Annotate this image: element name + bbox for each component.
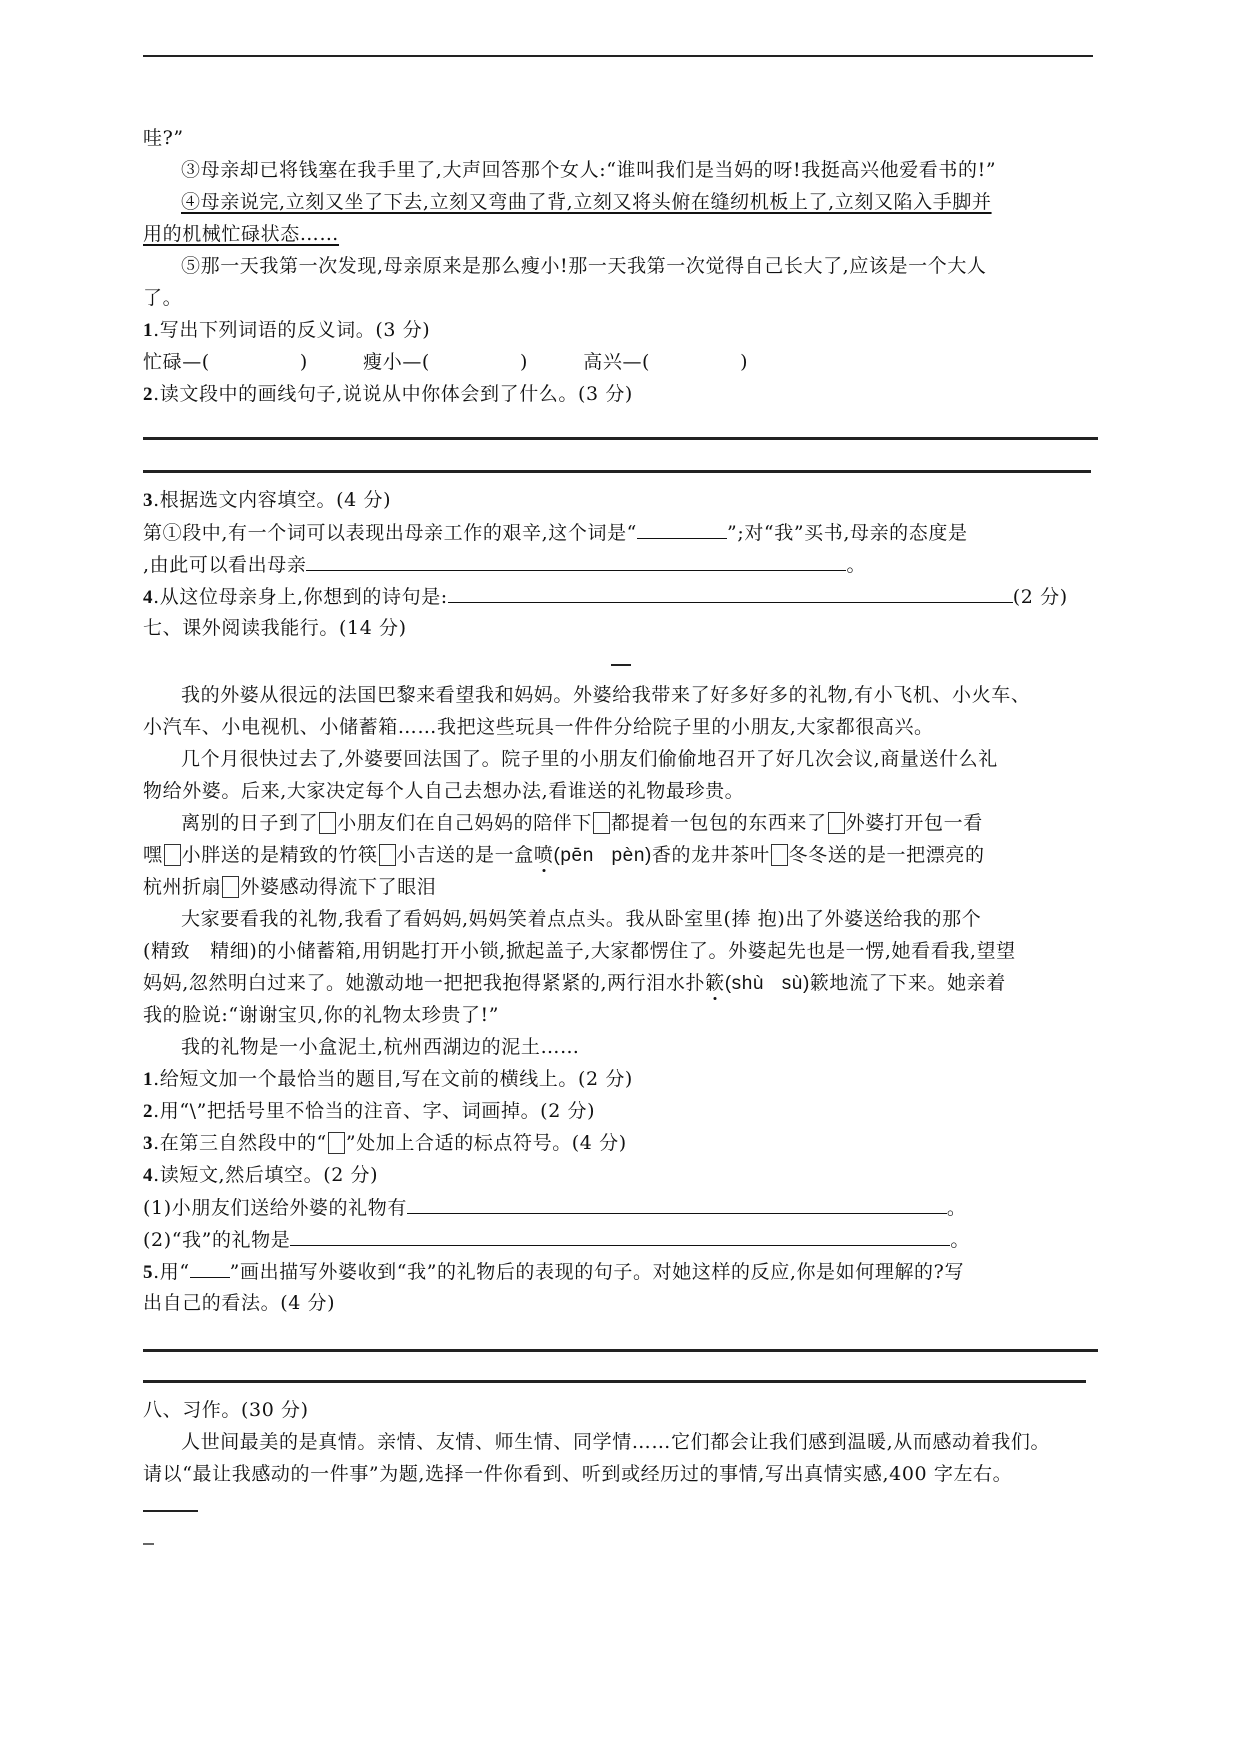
answer-line[interactable]	[143, 1380, 1086, 1383]
antonym-item-2[interactable]: 瘦小—( )	[363, 351, 528, 373]
question-6-3-line1: 第①段中,有一个词可以表现出母亲工作的艰辛,这个词是“ ”;对“我”买书,母亲的态度是	[143, 522, 968, 544]
antonym-item-3[interactable]: 高兴—( )	[583, 351, 749, 373]
paragraph-4-line2	[143, 222, 1095, 246]
paragraph-4-line1	[143, 190, 1095, 214]
answer-line[interactable]	[143, 470, 1091, 473]
story-para3-line2: 嘿 小胖送的是精致的竹筷 小吉送的是一盒喷(pēn pèn)香的龙井茶叶 冬冬送的是一把漂亮的	[143, 844, 985, 866]
fill-blank[interactable]	[448, 584, 1013, 603]
question-number: 1	[143, 320, 154, 341]
question-7-2: 2.用“\”把括号里不恰当的注音、字、词画掉。(2 分)	[143, 1100, 596, 1122]
punctuation-box[interactable]	[379, 844, 396, 866]
story-para3-line3: 杭州折扇 外婆感动得流下了眼泪	[143, 876, 437, 898]
header-rule	[143, 55, 1093, 57]
story-para4-line1: 大家要看我的礼物,我看了看妈妈,妈妈笑着点点头。我从卧室里(捧 抱)出了外婆送给我的那个	[181, 908, 982, 930]
answer-line[interactable]	[143, 1349, 1098, 1352]
fill-blank[interactable]	[306, 552, 846, 571]
section-7-heading: 七、课外阅读我能行。(14 分)	[143, 617, 407, 639]
question-7-1: 1.给短文加一个最恰当的题目,写在文前的横线上。(2 分)	[143, 1068, 633, 1090]
punctuation-box[interactable]	[771, 844, 788, 866]
question-7-4: 4.读短文,然后填空。(2 分)	[143, 1164, 379, 1186]
question-text: .写出下列词语的反义词。(3 分)	[153, 319, 431, 341]
story-para4-line2: (精致 精细)的小储蓄箱,用钥匙打开小锁,掀起盖子,大家都愣住了。外婆起先也是一愣,她看看我,望望	[143, 940, 1016, 962]
story-para1-line2: 小汽车、小电视机、小储蓄箱……我把这些玩具一件件分给院子里的小朋友,大家都很高兴。	[143, 716, 934, 738]
underline-sample	[190, 1259, 230, 1278]
underlined-sentence-end: 用的机械忙碌状态……	[143, 223, 340, 245]
story-para2-line2: 物给外婆。后来,大家决定每个人自己去想办法,看谁送的礼物最珍贵。	[143, 780, 745, 802]
antonym-item-1[interactable]: 忙碌—( )	[143, 351, 308, 373]
dotted-char: 簌	[705, 972, 725, 994]
essay-prompt-line1: 人世间最美的是真情。亲情、友情、师生情、同学情……它们都会让我们感到温暖,从而感动着我们。	[181, 1431, 1051, 1453]
story-para3-line1: 离别的日子到了 小朋友们在自己妈妈的陪伴下 都提着一包包的东西来了 外婆打开包一看	[181, 812, 983, 834]
pinyin-choice[interactable]: (shù sù)	[724, 973, 810, 994]
essay-title-line[interactable]	[143, 1510, 198, 1512]
section-8-heading: 八、习作。(30 分)	[143, 1399, 309, 1421]
dotted-char: 喷	[533, 844, 554, 866]
question-7-4-1: (1)小朋友们送给外婆的礼物有 。	[143, 1197, 967, 1219]
title-blank[interactable]	[611, 664, 631, 666]
fill-blank[interactable]	[637, 520, 727, 539]
question-7-5: 5.用“ ”画出描写外婆收到“我”的礼物后的表现的句子。对她这样的反应,你是如何理解的?写	[143, 1261, 965, 1283]
fill-blank[interactable]	[407, 1195, 947, 1214]
question-6-2: 2.读文段中的画线句子,说说从中你体会到了什么。(3 分)	[143, 383, 633, 405]
paragraph-5-line1: ⑤那一天我第一次发现,母亲原来是那么瘦小!那一天我第一次觉得自己长大了,应该是一个大人	[181, 255, 987, 277]
story-para4-line3: 妈妈,忽然明白过来了。她激动地一把把我抱得紧紧的,两行泪水扑簌(shù sù)簌地流了下来。她亲着	[143, 972, 1006, 994]
punctuation-box[interactable]	[319, 812, 336, 834]
question-7-4-2: (2)“我”的礼物是 。	[143, 1229, 970, 1251]
essay-mark	[143, 1543, 154, 1545]
punctuation-box[interactable]	[593, 812, 610, 834]
antonym-row	[143, 350, 1095, 374]
story-para5: 我的礼物是一小盒泥土,杭州西湖边的泥土……	[181, 1036, 580, 1058]
question-6-1	[143, 318, 1095, 343]
pinyin-choice[interactable]: (pēn pèn)	[553, 845, 652, 866]
story-para2-line1: 几个月很快过去了,外婆要回法国了。院子里的小朋友们偷偷地召开了好几次会议,商量送什么礼	[181, 748, 998, 770]
essay-prompt-line2: 请以“最让我感动的一件事”为题,选择一件你看到、听到或经历过的事情,写出真情实感,400 字左右。	[143, 1463, 1013, 1485]
question-7-3: 3.在第三自然段中的“ ”处加上合适的标点符号。(4 分)	[143, 1132, 627, 1154]
story-para4-line4: 我的脸说:“谢谢宝贝,你的礼物太珍贵了!”	[143, 1004, 500, 1026]
paragraph-3: ③母亲却已将钱塞在我手里了,大声回答那个女人:“谁叫我们是当妈的呀!我挺高兴他爱看书的!”	[181, 159, 997, 181]
story-para1-line1: 我的外婆从很远的法国巴黎来看望我和妈妈。外婆给我带来了好多好多的礼物,有小飞机、小火车、	[181, 684, 1031, 706]
underlined-sentence: ④母亲说完,立刻又坐了下去,立刻又弯曲了背,立刻又将头俯在缝纫机板上了,立刻又陷入手脚并	[181, 191, 992, 213]
punctuation-box[interactable]	[828, 812, 845, 834]
question-6-4: 4.从这位母亲身上,你想到的诗句是: (2 分)	[143, 586, 1068, 608]
punctuation-box[interactable]	[222, 876, 239, 898]
punctuation-box-sample	[328, 1132, 345, 1154]
question-7-5-line2: 出自己的看法。(4 分)	[143, 1292, 336, 1314]
answer-line[interactable]	[143, 437, 1098, 440]
question-6-3: 3.根据选文内容填空。(4 分)	[143, 489, 392, 511]
punctuation-box[interactable]	[164, 844, 181, 866]
paragraph-5-line2: 了。	[143, 287, 183, 309]
question-6-3-line2: ,由此可以看出母亲 。	[143, 554, 867, 576]
fill-blank[interactable]	[290, 1227, 950, 1246]
paragraph-continuation: 哇?”	[143, 127, 184, 149]
